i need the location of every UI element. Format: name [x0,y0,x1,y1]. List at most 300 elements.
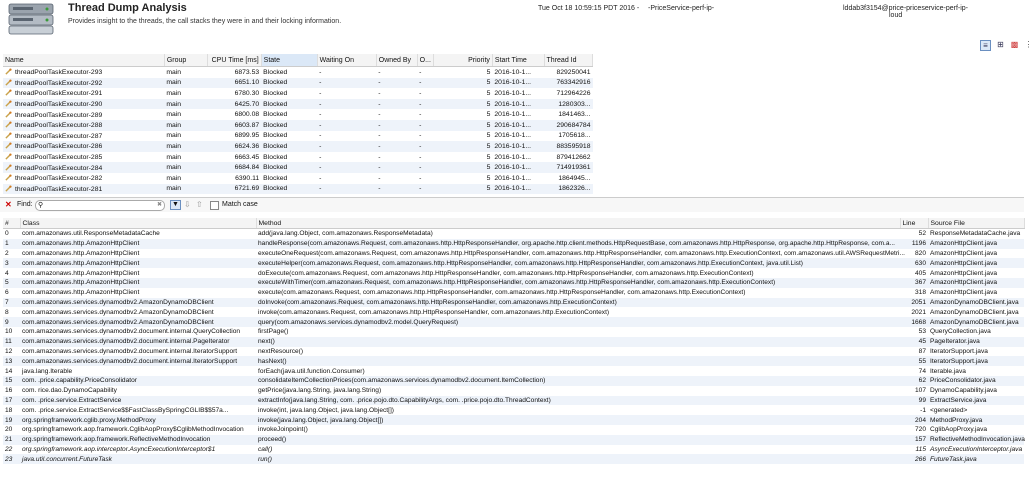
stack-cell: AmazonHttpClient.java [930,269,998,277]
column-header[interactable]: Group [164,54,207,67]
stack-cell: 1 [3,239,20,249]
thread-cell: Blocked [261,162,317,173]
thread-name: threadPoolTaskExecutor-285 [15,154,103,162]
thread-name: threadPoolTaskExecutor-292 [15,79,103,87]
stack-cell: ExtractService.java [928,396,1024,406]
stack-cell: 11 [3,337,20,347]
thread-name: threadPoolTaskExecutor-289 [15,111,103,119]
thread-name: threadPoolTaskExecutor-290 [15,101,103,109]
thread-cell: main [164,99,207,110]
thread-cell: - [378,111,381,119]
thread-name: threadPoolTaskExecutor-293 [15,69,103,77]
stack-cell: 20 [5,426,13,434]
thread-row[interactable] [3,67,593,78]
stack-cell: com.amazonaws.services.dynamodbv2.document.internal.IteratorSupport [22,347,238,355]
stack-cell: 6 [5,289,9,297]
stack-frame-row[interactable] [3,425,1024,435]
stack-cell: 204 [900,415,928,425]
stack-frame-row[interactable] [3,356,1024,366]
stack-cell: 22 [5,445,13,453]
thread-cell: Blocked [261,120,317,131]
thread-cell: Blocked [261,99,317,110]
thread-cell: - [319,174,322,182]
stack-cell: 820 [914,249,926,257]
thread-cell: main [166,132,182,140]
search-icon: ⚲ [38,202,44,209]
thread-name-cell [3,88,164,99]
stack-table [3,218,1025,464]
thread-cell: - [417,78,433,89]
thread-cell: 2016-10-1... [494,132,532,140]
stack-cell: com.amazonaws.http.AmazonHttpClient [22,269,140,277]
thread-table [3,54,593,194]
stack-cell: -1 [920,406,926,414]
stack-cell: com.amazonaws.http.AmazonHttpClient [20,258,256,268]
stack-cell: com.amazonaws.util.ResponseMetadataCache [22,230,160,238]
thread-icon [5,153,12,160]
column-header[interactable]: CPU Time [ms] [207,54,261,67]
thread-cell: Blocked [263,89,288,97]
thread-cell: - [417,141,433,152]
stack-cell: doInvoke(com.amazonaws.Request, com.amazonaws.http.HttpResponseHandler, com.amazonaws.http.ExecutionContext) [256,298,900,308]
thread-cell: main [166,89,182,97]
column-header[interactable]: State [261,54,317,67]
stack-cell: Iterable.java [930,367,966,375]
thread-row[interactable] [3,162,593,173]
stack-cell: 405 [914,269,926,277]
thread-cell: 6684.84 [207,162,261,173]
stack-cell: 8 [5,308,9,316]
stack-cell: com.amazonaws.http.AmazonHttpClient [22,249,140,257]
thread-cell: main [164,162,207,173]
thread-cell: 5 [433,99,492,110]
stack-cell: 45 [900,337,928,347]
stack-cell: getPrice(java.lang.String, java.lang.String) [258,387,382,395]
thread-cell: - [376,141,417,152]
stack-frame-row[interactable] [3,239,1024,249]
thread-cell: 714919361 [544,162,592,173]
stack-cell: 4 [5,269,9,277]
thread-cell: - [317,184,376,195]
thread-cell: main [166,174,182,182]
thread-cell: 1280303... [544,99,592,110]
stack-frame-row[interactable] [3,337,1024,347]
thread-cell: - [378,89,381,97]
thread-cell: - [378,153,381,161]
thread-cell: 6873.53 [234,68,260,76]
stack-frame-row[interactable] [3,288,1024,298]
thread-cell: 5 [433,141,492,152]
thread-cell: 5 [486,153,491,161]
thread-name-cell [3,141,164,152]
stack-cell: AmazonHttpClient.java [928,258,1024,268]
host-suffix: loud [889,12,903,19]
stack-cell: com.amazonaws.services.dynamodbv2.AmazonDynamoDBClient [20,317,256,327]
thread-cell: Blocked [261,78,317,89]
stack-cell: IteratorSupport.java [930,347,988,355]
thread-cell: 6603.87 [207,120,261,131]
stack-cell: 74 [918,367,926,375]
thread-name-cell [3,99,164,110]
stack-cell: ReflectiveMethodInvocation.java [930,436,1025,444]
stack-cell: ResponseMetadataCache.java [930,230,1021,238]
stack-cell: 2 [5,249,9,257]
stack-frame-row[interactable] [3,249,1024,259]
thread-cell: - [317,78,376,89]
thread-cell: Blocked [261,184,317,195]
stack-frame-row[interactable] [3,327,1024,337]
stack-cell: 1668 [900,317,928,327]
stack-cell: 62 [900,376,928,386]
page-subtitle: Provides insight to the threads, the call stacks they were in and their locking information. [68,18,342,25]
thread-icon [5,100,12,107]
thread-cell: 5 [433,78,492,89]
thread-cell: 5 [486,68,491,76]
column-header[interactable]: # [3,218,20,229]
stack-cell: handleResponse(com.amazonaws.Request, com.amazonaws.http.HttpResponseHandler, org.apache.http.client.methods.HttpRequestBase, com.amazonaws.http.HttpResponse, org.apache.http.HttpResponse, com.a... [256,239,900,249]
thread-row[interactable] [3,78,593,89]
stack-cell: AmazonDynamoDBClient.java [930,308,1019,316]
page-title: Thread Dump Analysis [68,2,187,14]
settings-icon[interactable]: ⋮ [1024,40,1033,49]
stack-cell: AmazonHttpClient.java [928,239,1024,249]
stack-cell: invokeJoinpoint() [258,426,308,434]
stack-cell: java.util.concurrent.FutureTask [20,454,256,464]
thread-cell: 1705618... [558,132,591,140]
column-header[interactable]: Priority [433,54,492,67]
stack-cell: 720 [914,426,926,434]
stack-cell: AmazonHttpClient.java [930,249,998,257]
stack-cell: java.lang.Iterable [22,367,73,375]
thread-cell: Blocked [263,174,288,182]
thread-name: threadPoolTaskExecutor-291 [15,90,103,98]
thread-cell: - [319,68,322,76]
thread-cell: - [317,120,376,131]
thread-cell: main [164,120,207,131]
thread-cell: 5 [486,174,491,182]
thread-cell: 6624.36 [207,141,261,152]
stack-cell: 16 [5,387,13,395]
thread-name: threadPoolTaskExecutor-282 [15,175,103,183]
thread-cell: Blocked [263,153,288,161]
stack-cell: 52 [918,230,926,238]
thread-cell: 5 [486,89,491,97]
column-header[interactable]: Method [256,218,900,229]
thread-cell: - [376,78,417,89]
thread-cell: - [419,68,422,76]
stack-frame-row[interactable] [3,405,1024,415]
stack-cell: 87 [918,347,926,355]
thread-row[interactable] [3,88,593,99]
stack-cell: 18 [5,406,13,414]
stack-cell: 15 [3,376,20,386]
stack-cell: consolidateItemCollectionPrices(com.amazonaws.services.dynamodbv2.document.ItemCollection) [256,376,900,386]
stack-frame-row[interactable] [3,454,1024,464]
header [0,0,1024,38]
stack-cell: PageIterator.java [928,337,1024,347]
stack-cell: org.springframework.aop.framework.CglibAopProxy$CglibMethodInvocation [22,426,244,434]
stack-frame-row[interactable] [3,298,1024,308]
stack-cell: forEach(java.util.function.Consumer) [258,367,365,375]
thread-cell: - [319,153,322,161]
thread-cell: 763342916 [544,78,592,89]
thread-row[interactable] [3,184,593,195]
server-logo-icon [3,2,63,36]
view-toolbar [980,40,1033,50]
stack-cell: 55 [900,356,928,366]
stack-cell: proceed() [256,435,900,445]
thread-cell: 2016-10-1... [494,68,532,76]
thread-cell: - [378,132,381,140]
stack-frame-row[interactable] [3,435,1024,445]
stack-cell: 99 [900,396,928,406]
stack-cell: 266 [900,454,928,464]
column-header[interactable]: Owned By [376,54,417,67]
thread-cell: - [376,99,417,110]
thread-cell: - [419,89,422,97]
thread-cell: - [319,89,322,97]
stack-cell: com.amazonaws.http.AmazonHttpClient [22,289,140,297]
stack-cell: <generated> [930,406,968,414]
thread-row[interactable] [3,109,593,120]
thread-cell: - [317,99,376,110]
stack-cell: executeWithTimer(com.amazonaws.Request, com.amazonaws.http.HttpResponseHandler, com.amazonaws.http.HttpResponseHandler, com.amazonaws.http.ExecutionContext) [256,278,900,288]
stack-cell: com. .price.capability.PriceConsolidator [20,376,256,386]
thread-cell: 6899.95 [234,132,260,140]
stack-cell: 157 [900,435,928,445]
thread-cell: - [378,174,381,182]
stack-cell: execute(com.amazonaws.Request, com.amazonaws.http.HttpResponseHandler, com.amazonaws.http.HttpResponseHandler, com.amazonaws.http.ExecutionContext) [258,289,746,297]
stack-frame-row[interactable] [3,258,1024,268]
filter-icon[interactable]: ▼ [170,200,181,210]
stack-cell: AmazonHttpClient.java [928,278,1024,288]
thread-name: threadPoolTaskExecutor-284 [15,164,103,172]
thread-name-cell [3,67,164,78]
stack-cell: 2021 [911,308,926,316]
stack-cell: 107 [914,387,926,395]
stack-cell: 23 [3,454,20,464]
stack-cell: 12 [5,347,13,355]
stack-cell: 19 [3,415,20,425]
thread-cell: 5 [486,132,491,140]
stack-cell: IteratorSupport.java [928,356,1024,366]
thread-row[interactable] [3,120,593,131]
column-header[interactable]: Class [20,218,256,229]
thread-cell: 5 [433,120,492,131]
thread-cell: 2016-10-1... [492,162,544,173]
stack-cell: 367 [900,278,928,288]
thread-cell: 2016-10-1... [494,174,532,182]
thread-name: threadPoolTaskExecutor-281 [15,185,103,193]
thread-cell: Blocked [263,68,288,76]
column-header[interactable]: Thread Id [544,54,592,67]
thread-cell: - [376,120,417,131]
thread-cell: 6390.11 [235,174,260,182]
stack-cell: 17 [3,396,20,406]
stack-cell: AmazonDynamoDBClient.java [928,317,1024,327]
stack-cell: extractInfo(java.lang.String, com. .price.pojo.dto.CapabilityArgs, com. .price.pojo.dto.ThreadContext) [256,396,900,406]
thread-cell: - [376,184,417,195]
thread-cell: - [419,174,422,182]
stack-cell: com. rice.dao.DynamoCapability [22,387,117,395]
stack-cell: org.springframework.aop.framework.ReflectiveMethodInvocation [20,435,256,445]
stack-cell: com.amazonaws.services.dynamodbv2.document.internal.PageIterator [20,337,256,347]
thread-cell: 6800.08 [234,111,260,119]
match-case-label: Match case [222,201,258,208]
thread-cell: - [319,132,322,140]
close-find-icon[interactable]: ✕ [5,200,12,209]
stack-frame-row[interactable] [3,317,1024,327]
match-case-checkbox[interactable] [210,201,219,210]
tree-view-icon[interactable]: ⊞ [997,40,1004,49]
thread-row[interactable] [3,152,593,163]
next-down-icon[interactable]: ⇩ [184,200,191,209]
thread-cell: 6721.69 [207,184,261,195]
thread-cell: 2016-10-1... [494,111,532,119]
thread-cell: 829250041 [556,68,591,76]
column-header[interactable]: Waiting On [317,54,376,67]
thread-cell: 5 [433,184,492,195]
thread-cell: 1864945... [558,174,591,182]
stack-cell: org.springframework.cglib.proxy.MethodProxy [20,415,256,425]
thread-cell: - [419,132,422,140]
timestamp: Tue Oct 18 10:59:15 PDT 2016 - [538,5,640,12]
clear-search-icon[interactable]: ✖ [156,202,162,208]
stack-cell: MethodProxy.java [928,415,1024,425]
stack-frame-row[interactable] [3,307,1024,317]
list-view-icon[interactable]: ≡ [980,40,991,51]
thread-cell: 2016-10-1... [492,141,544,152]
thread-name-cell [3,131,164,142]
thread-cell: 2016-10-1... [494,89,532,97]
thread-name-cell [3,173,164,184]
thread-icon [5,164,12,171]
stack-frame-row[interactable] [3,396,1024,406]
thread-cell: main [164,78,207,89]
column-header[interactable]: Start Time [492,54,544,67]
thread-icon [5,185,12,192]
stack-cell: 53 [918,328,926,336]
stack-cell: com.amazonaws.services.dynamodbv2.document.internal.IteratorSupport [20,356,256,366]
thread-row[interactable] [3,141,593,152]
stack-cell: AmazonDynamoDBClient.java [928,298,1024,308]
thread-cell: 712964226 [556,89,591,97]
find-input[interactable] [35,200,165,211]
thread-name-cell [3,184,164,195]
thread-cell: - [417,184,433,195]
thread-row[interactable] [3,173,593,184]
stack-cell: doExecute(com.amazonaws.Request, com.amazonaws.http.HttpResponseHandler, com.amazonaws.http.HttpResponseHandler, com.amazonaws.http.ExecutionContext) [258,269,754,277]
stack-frame-row[interactable] [3,376,1024,386]
thread-name: threadPoolTaskExecutor-287 [15,132,103,140]
stack-cell: executeOneRequest(com.amazonaws.Request, com.amazonaws.http.HttpResponseHandler, com.amazonaws.http.HttpResponseHandler, com.amazonaws.http.ExecutionContext, com.amazonaws.util.AWSRequestMetri... [258,249,905,257]
thread-cell: 290684784 [544,120,592,131]
stack-cell: next() [256,337,900,347]
stack-cell: com.amazonaws.http.AmazonHttpClient [20,239,256,249]
thread-icon [5,142,12,149]
stack-frame-row[interactable] [3,278,1024,288]
stack-cell: QueryCollection.java [930,328,991,336]
thread-row[interactable] [3,131,593,142]
stack-cell: PriceConsolidator.java [928,376,1024,386]
thread-cell: main [164,141,207,152]
service-name: -PriceService-perf-ip- [648,5,715,12]
thread-cell: Blocked [261,141,317,152]
stack-cell: 3 [3,258,20,268]
thread-cell: 2016-10-1... [492,120,544,131]
thread-cell: - [319,111,322,119]
stack-cell: 7 [3,298,20,308]
stack-cell: 1196 [900,239,928,249]
stack-cell: invoke(com.amazonaws.Request, com.amazonaws.http.HttpResponseHandler, com.amazonaws.http.ExecutionContext) [258,308,610,316]
stack-cell: 14 [5,367,13,375]
stack-cell: run() [256,454,900,464]
thread-name-cell [3,152,164,163]
thread-cell: - [317,141,376,152]
column-header[interactable]: O... [417,54,433,67]
thread-cell: 6780.30 [234,89,260,97]
prev-up-icon[interactable]: ⇧ [196,200,203,209]
stack-frame-row[interactable] [3,415,1024,425]
stack-cell: call() [258,445,273,453]
stack-cell: FutureTask.java [928,454,1024,464]
thread-cell: main [166,68,182,76]
stack-cell: invoke(java.lang.Object, java.lang.Object[]) [256,415,900,425]
stack-cell: com.amazonaws.http.AmazonHttpClient [20,278,256,288]
color-icon[interactable]: ▩ [1010,40,1019,49]
thread-cell: 5 [486,111,491,119]
thread-cell: 2016-10-1... [492,78,544,89]
stack-frame-row[interactable] [3,445,1024,455]
thread-icon [5,174,12,181]
stack-cell: com. .price.service.ExtractService$$FastClassBySpringCGLIB$$57a... [22,406,229,414]
host-name [843,5,1024,19]
find-label: Find: [17,201,33,208]
thread-cell: Blocked [263,111,288,119]
stack-frame-row[interactable] [3,229,1024,239]
stack-cell: 318 [914,289,926,297]
thread-cell: 6663.45 [234,153,260,161]
stack-cell: 9 [3,317,20,327]
thread-cell: main [166,111,182,119]
stack-frame-row[interactable] [3,366,1024,376]
thread-icon [5,121,12,128]
column-header[interactable]: Name [3,54,164,67]
column-header[interactable]: Source File [928,218,1024,229]
thread-name-cell [3,162,164,173]
thread-cell: main [166,153,182,161]
stack-cell: 10 [5,328,13,336]
thread-cell: - [419,153,422,161]
stack-cell: 13 [3,356,20,366]
thread-cell: 883595918 [544,141,592,152]
thread-cell: 6425.70 [207,99,261,110]
stack-cell: AmazonHttpClient.java [930,289,998,297]
stack-cell: DynamoCapability.java [930,387,997,395]
stack-frame-row[interactable] [3,386,1024,396]
thread-cell: 2016-10-1... [492,99,544,110]
thread-name-cell [3,78,164,89]
thread-icon [5,111,12,118]
stack-cell: executeHelper(com.amazonaws.Request, com.amazonaws.http.HttpResponseHandler, com.amazonaws.http.HttpResponseHandler, com.amazonaws.http.ExecutionContext, java.util.List) [256,258,900,268]
stack-frame-row[interactable] [3,268,1024,278]
stack-cell: CglibAopProxy.java [930,426,988,434]
stack-frame-row[interactable] [3,347,1024,357]
stack-cell: query(com.amazonaws.services.dynamodbv2.model.QueryRequest) [256,317,900,327]
thread-row[interactable] [3,99,593,110]
column-header[interactable]: Line [900,218,928,229]
thread-cell: - [417,162,433,173]
